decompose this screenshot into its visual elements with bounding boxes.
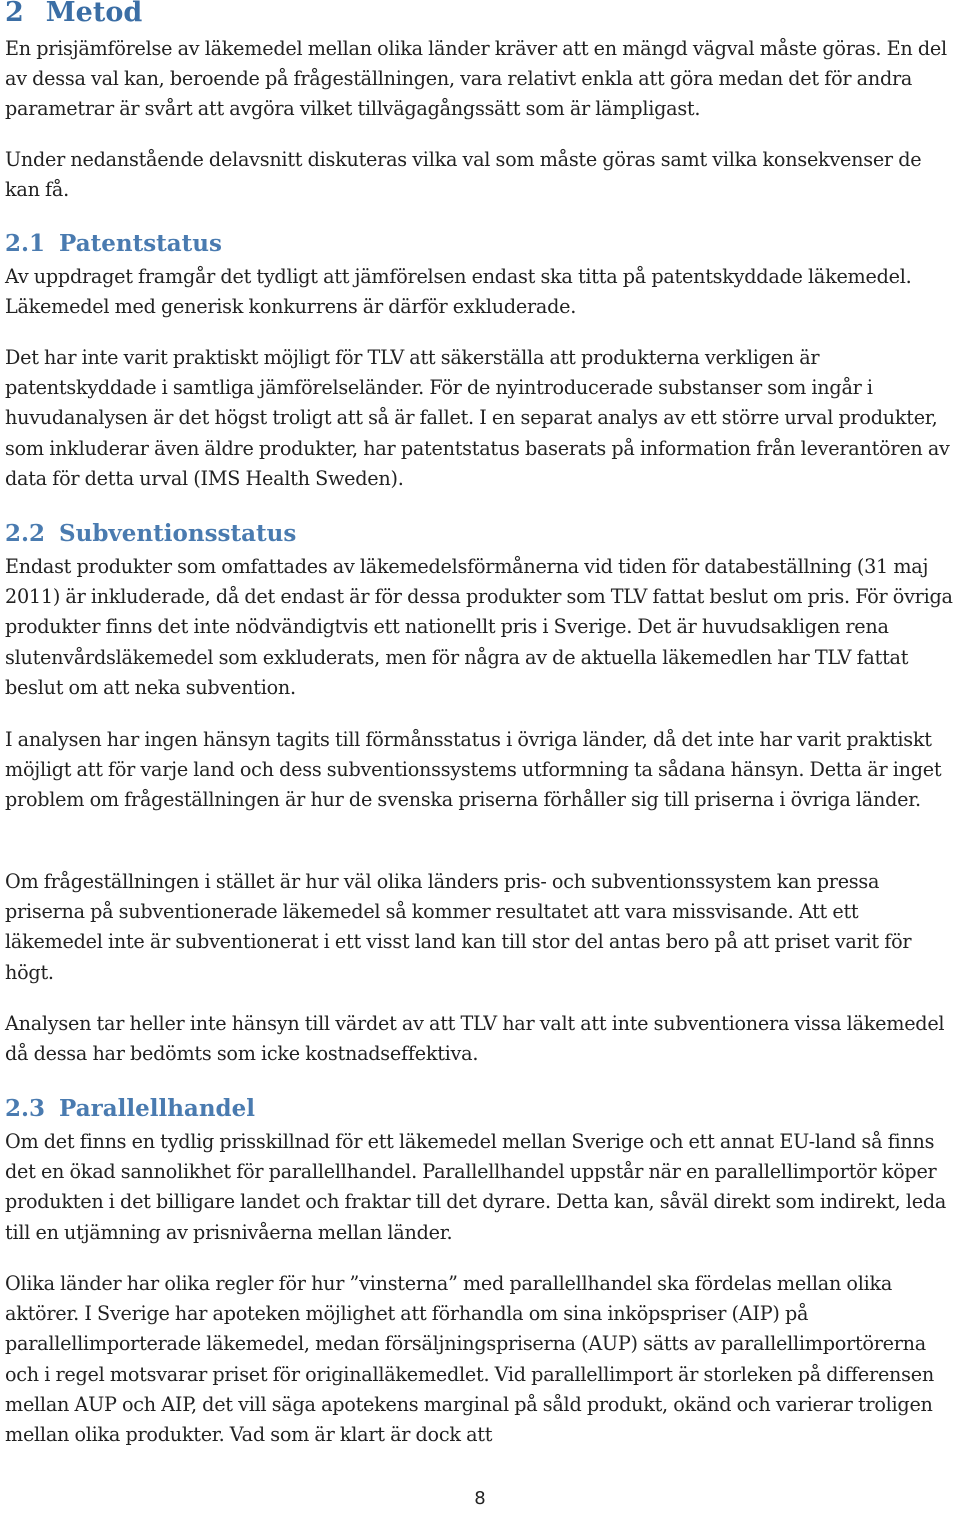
paragraph: Om det finns en tydlig prisskillnad för ett läkemedel mellan Sverige och ett annat EU-land så finns det en ökad sannolikhet för parallellhandel. Parallellhandel uppstår när en parallellimportör köper produkten i det billigare landet och fraktar till det dyrare. Detta kan, såväl direkt som indirekt, leda till en utjämning av prisnivåerna mellan länder. bbox=[5, 1130, 947, 1244]
patentstatus-p2 bbox=[5, 343, 958, 494]
subsection-patentstatus bbox=[5, 228, 958, 260]
subsection-heading bbox=[5, 228, 958, 260]
paragraph: Om frågeställningen i stället är hur väl olika länders pris- och subventionssystem kan pressa priserna på subventionerade läkemedel så kommer resultatet att vara missvisande. Att ett läkemedel inte är subventionerat i ett visst land kan till stor del antas bero på att priset varit för högt. bbox=[5, 870, 912, 984]
paragraph: Analysen tar heller inte hänsyn till värdet av att TLV har valt att inte subventionera vissa läkemedel då dessa har bedömts som icke kostnadseffektiva. bbox=[5, 1012, 945, 1066]
section-title: Metod bbox=[45, 0, 143, 28]
subsection-subventionsstatus bbox=[5, 518, 958, 550]
section-intro bbox=[5, 34, 958, 125]
patentstatus-p1 bbox=[5, 262, 958, 322]
subsection-title: Parallellhandel bbox=[59, 1095, 255, 1122]
subventionsstatus-p3 bbox=[5, 867, 958, 988]
paragraph: I analysen har ingen hänsyn tagits till förmånsstatus i övriga länder, då det inte har varit praktiskt möjligt att för varje land och dess subventionssystems utformning ta sådana hänsyn. Detta är inget problem om frågeställningen är hur de svenska priserna förhåller sig till priserna i övriga länder. bbox=[5, 728, 942, 812]
subsection-number: 2.3 bbox=[5, 1095, 46, 1122]
parallellhandel-p1 bbox=[5, 1127, 958, 1248]
subsection-title: Subventionsstatus bbox=[59, 520, 297, 547]
section-intro-2 bbox=[5, 145, 958, 205]
section-heading bbox=[5, 0, 142, 32]
subventionsstatus-p1 bbox=[5, 552, 958, 703]
subsection-heading bbox=[5, 518, 958, 550]
paragraph: Under nedanstående delavsnitt diskuteras vilka val som måste göras samt vilka konsekvenser de kan få. bbox=[5, 148, 922, 202]
section-number: 2 bbox=[5, 0, 24, 28]
subsection-number: 2.2 bbox=[5, 520, 46, 547]
paragraph: Olika länder har olika regler för hur ”vinsterna” med parallellhandel ska fördelas mellan olika aktörer. I Sverige har apoteken möjlighet att förhandla om sina inköpspriser (AIP) på parallellimporterade läkemedel, medan försäljningspriserna (AUP) sätts av parallellimportörerna och i regel motsvarar priset för originalläkemedlet. Vid parallellimport är storleken på differensen mellan AUP och AIP, det vill säga apotekens marginal på såld produkt, okänd och varierar troligen mellan olika produkter. Vad som är klart är dock att bbox=[5, 1272, 934, 1447]
subsection-heading bbox=[5, 1093, 958, 1125]
paragraph: En prisjämförelse av läkemedel mellan olika länder kräver att en mängd vägval måste göras. En del av dessa val kan, beroende på frågeställningen, vara relativt enkla att göra medan det för andra parametrar är svårt att avgöra vilket tillvägagångssätt som är lämpligast. bbox=[5, 37, 947, 121]
subsection-number: 2.1 bbox=[5, 230, 46, 257]
page-number: 8 bbox=[474, 1488, 486, 1509]
subsection-title: Patentstatus bbox=[59, 230, 222, 257]
subventionsstatus-p2 bbox=[5, 725, 958, 816]
subventionsstatus-p4 bbox=[5, 1009, 958, 1069]
paragraph: Av uppdraget framgår det tydligt att jämförelsen endast ska titta på patentskyddade läkemedel. Läkemedel med generisk konkurrens är därför exkluderade. bbox=[5, 265, 912, 319]
parallellhandel-p2 bbox=[5, 1269, 958, 1450]
paragraph: Det har inte varit praktiskt möjligt för TLV att säkerställa att produkterna verkligen är patentskyddade i samtliga jämförelseländer. För de nyintroducerade substanser som ingår i huvudanalysen är det högst troligt att så är fallet. I en separat analys av ett större urval produkter, som inkluderar även äldre produkter, har patentstatus baserats på information från leverantören av data för detta urval (IMS Health Sweden). bbox=[5, 346, 950, 490]
paragraph: Endast produkter som omfattades av läkemedelsförmånerna vid tiden för databeställning (31 maj 2011) är inkluderade, då det endast är för dessa produkter som TLV fattat beslut om pris. För övriga produkter finns det inte nödvändigtvis ett nationellt pris i Sverige. Det är huvudsakligen rena slutenvårdsläkemedel som exkluderats, men för några av de aktuella läkemedlen har TLV fattat beslut om att neka subvention. bbox=[5, 555, 953, 699]
subsection-parallellhandel bbox=[5, 1093, 958, 1125]
